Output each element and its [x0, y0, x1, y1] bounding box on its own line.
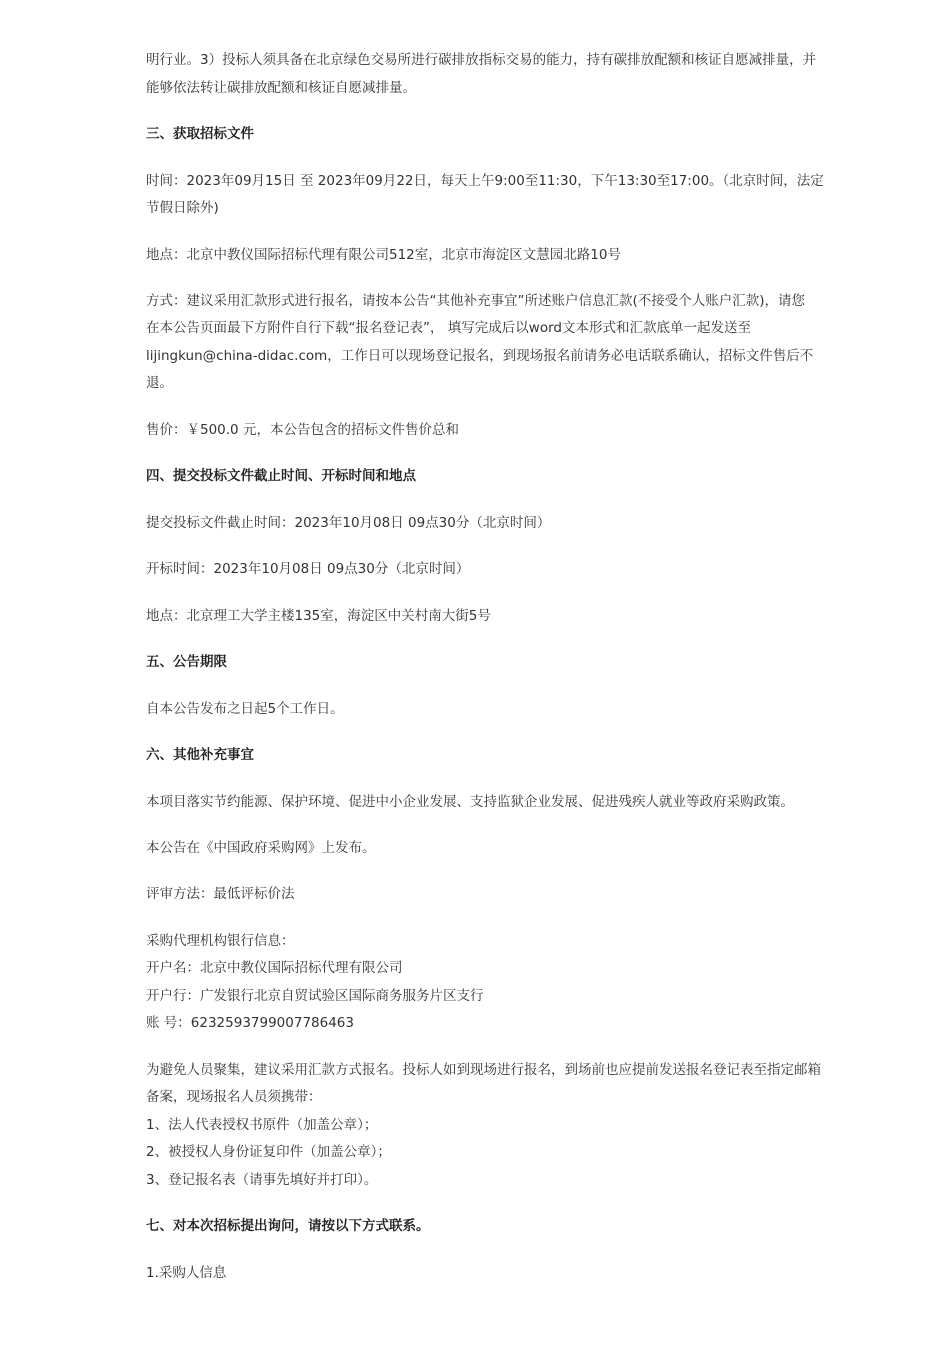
publish-text: 本公告在《中国政府采购网》上发布。 [146, 840, 376, 856]
onsite-note-line: 为避免人员聚集，建议采用汇款方式报名。投标人如到现场进行报名，到场前也应提前发送报名登记表至指定邮箱 [146, 1062, 821, 1078]
notice-period-text: 自本公告发布之日起5个工作日。 [146, 701, 344, 717]
bank-account-name: 开户名：北京中教仪国际招标代理有限公司 [146, 960, 403, 976]
section-heading-obtain-documents: 三、获取招标文件 [146, 126, 254, 142]
obtain-time-line: 节假日除外) [146, 200, 219, 216]
obtain-time-line: 时间：2023年09月15日 至 2023年09月22日，每天上午9:00至11:30，下午13:30至17:00。（北京时间，法定 [146, 173, 824, 189]
section-heading-contact: 七、对本次招标提出询问，请按以下方式联系。 [146, 1218, 430, 1234]
obtain-place: 地点：北京中教仪国际招标代理有限公司512室，北京市海淀区文慧园北路10号 [146, 247, 621, 263]
bank-branch: 开户行：广发银行北京自贸试验区国际商务服务片区支行 [146, 988, 484, 1004]
obtain-method-line: lijingkun@china-didac.com，工作日可以现场登记报名，到现场报名前请务必电话联系确认，招标文件售后不 [146, 348, 814, 364]
evaluation-method: 评审方法：最低评标价法 [146, 886, 295, 902]
document-price: 售价：￥500.0 元，本公告包含的招标文件售价总和 [146, 422, 459, 438]
requirement-item: 1、法人代表授权书原件（加盖公章）； [146, 1117, 378, 1133]
intro-text-line: 能够依法转让碳排放配额和核证自愿减排量。 [146, 80, 416, 96]
purchaser-info-heading: 1.采购人信息 [146, 1265, 227, 1281]
bid-opening-time: 开标时间：2023年10月08日 09点30分（北京时间） [146, 561, 470, 577]
obtain-method-line: 在本公告页面最下方附件自行下载“报名登记表”， 填写完成后以word文本形式和汇款底单一起发送至 [146, 320, 751, 336]
section-heading-deadline: 四、提交投标文件截止时间、开标时间和地点 [146, 468, 416, 484]
bank-account-number: 账 号：6232593799007786463 [146, 1015, 354, 1031]
requirement-item: 3、登记报名表（请事先填好并打印）。 [146, 1172, 378, 1188]
intro-text-line: 明行业。3）投标人须具备在北京绿色交易所进行碳排放指标交易的能力，持有碳排放配额和核证自愿减排量，并 [146, 52, 817, 68]
bank-info-title: 采购代理机构银行信息： [146, 933, 295, 949]
onsite-note-line: 备案，现场报名人员须携带： [146, 1089, 322, 1105]
obtain-method-line: 退。 [146, 375, 173, 391]
bid-opening-place: 地点：北京理工大学主楼135室，海淀区中关村南大街5号 [146, 608, 491, 624]
submission-deadline: 提交投标文件截止时间：2023年10月08日 09点30分（北京时间） [146, 515, 551, 531]
section-heading-notice-period: 五、公告期限 [146, 654, 227, 670]
obtain-method-line: 方式：建议采用汇款形式进行报名，请按本公告“其他补充事宜”所述账户信息汇款(不接受个人账户汇款)，请您 [146, 293, 806, 309]
section-heading-other-matters: 六、其他补充事宜 [146, 747, 254, 763]
policy-text: 本项目落实节约能源、保护环境、促进中小企业发展、支持监狱企业发展、促进残疾人就业等政府采购政策。 [146, 794, 794, 810]
requirement-item: 2、被授权人身份证复印件（加盖公章）； [146, 1144, 391, 1160]
